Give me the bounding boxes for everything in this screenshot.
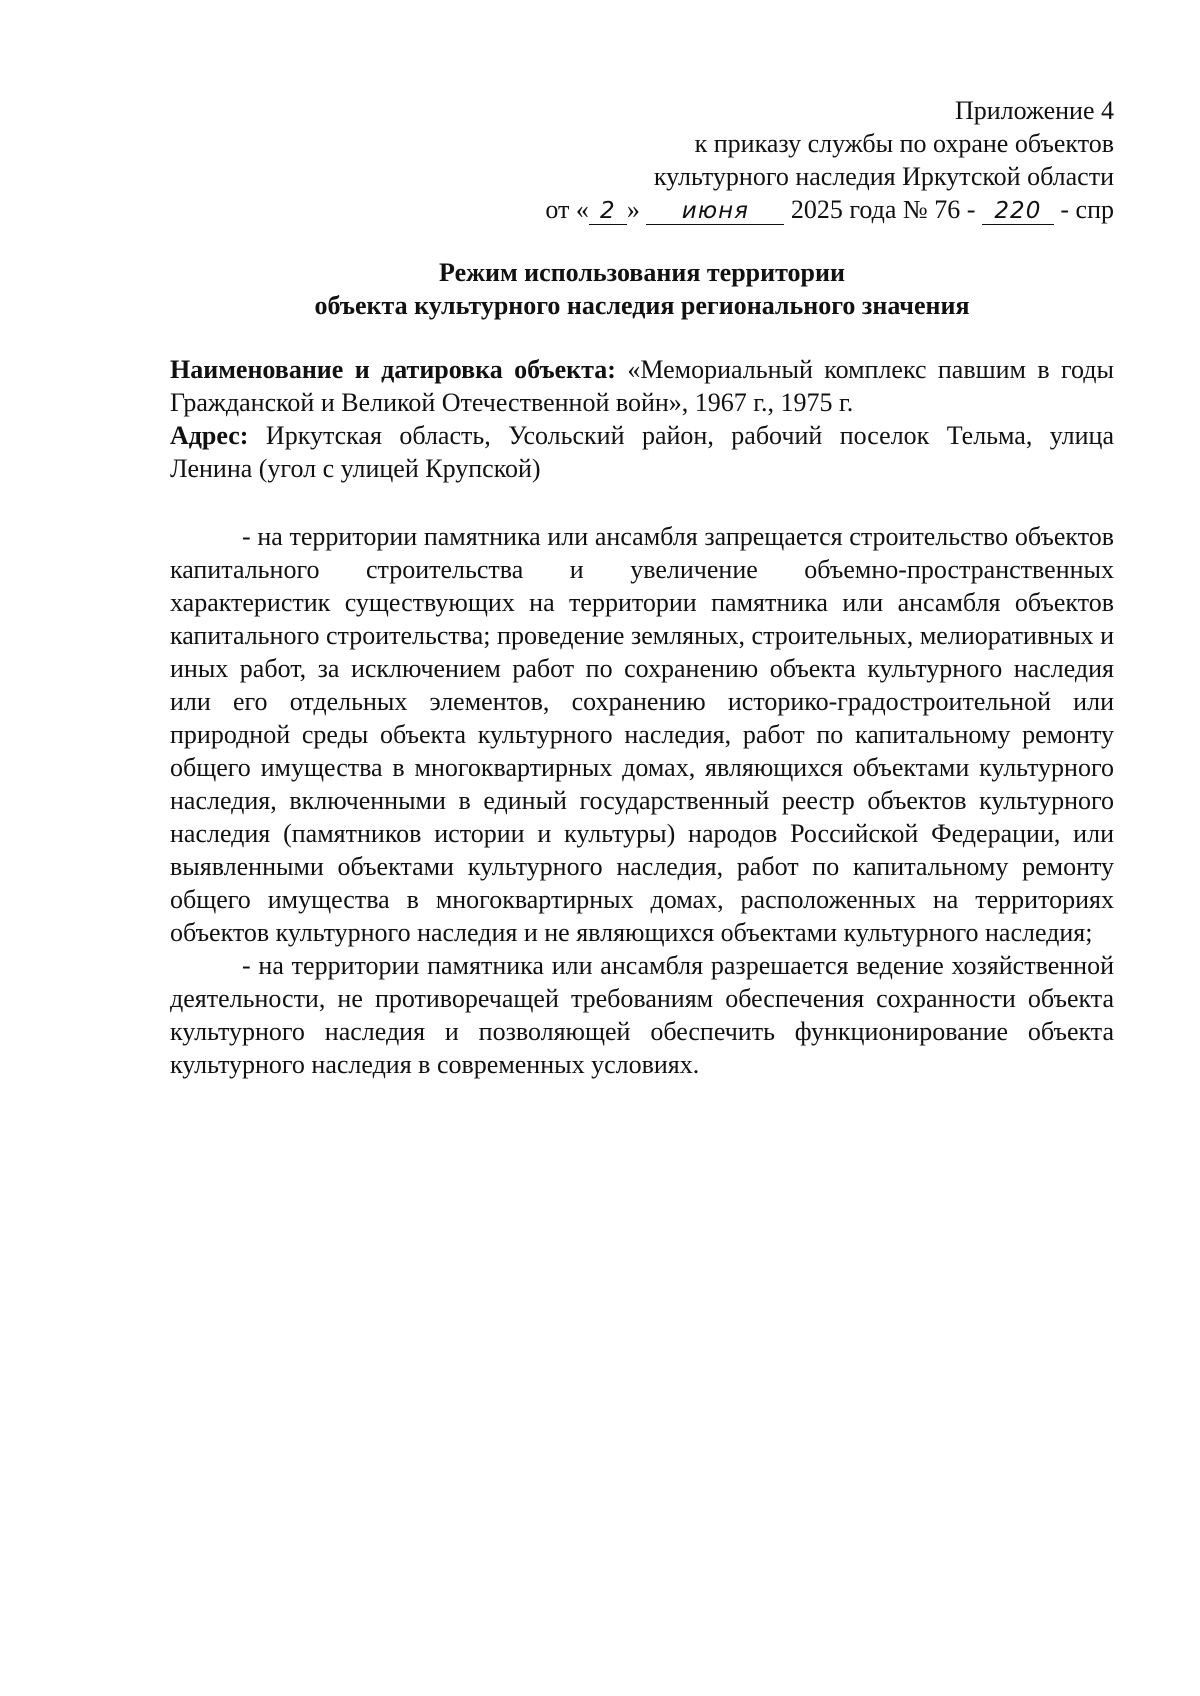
usage-regime-body bbox=[170, 520, 1114, 1081]
appendix-header bbox=[545, 94, 1114, 226]
object-name bbox=[170, 353, 1114, 419]
title-line-2: объекта культурного наследия регионального значения bbox=[314, 291, 970, 320]
date-prefix: от « bbox=[545, 195, 589, 224]
object-address-label: Адрес: bbox=[170, 421, 249, 450]
paragraph-prohibitions: - на территории памятника или ансамбля запрещается строительство объектов капитального строительства и увеличение объемно-пространственных характеристик существующих на территории памятника или ансамбля объектов капитального строительства; проведение земляных, строительных, мелиоративных и иных работ, за исключением работ по сохранению объекта культурного наследия или его отдельных элементов, сохранению историко-градостроительной или природной среды объекта культурного наследия, работ по капитальному ремонту общего имущества в многоквартирных домах, являющихся объектами культурного наследия, включенными в единый государственный реестр объектов культурного наследия (памятников истории и культуры) народов Российской Федерации, или выявленными объектами культурного наследия, работ по капитальному ремонту общего имущества в многоквартирных домах, расположенных на территориях объектов культурного наследия и не являющихся объектами культурного наследия; bbox=[170, 522, 1114, 947]
appendix-order-ref: к приказу службы по охране объектов bbox=[694, 129, 1114, 158]
date-year-text: 2025 года № 76 - bbox=[790, 195, 976, 224]
paragraph-permissions: - на территории памятника или ансамбля разрешается ведение хозяйственной деятельности, не противоречащей требованиям обеспечения сохранности объекта культурного наследия и позволяющей обеспечить функционирование объекта культурного наследия в современных условиях. bbox=[170, 951, 1114, 1079]
title-line-1: Режим использования территории bbox=[439, 258, 845, 287]
appendix-date-line bbox=[545, 193, 1114, 226]
appendix-authority: культурного наследия Иркутской области bbox=[653, 162, 1114, 191]
object-name-value: «Мемориальный комплекс павшим в годы Гражданской и Великой Отечественной войн», 1967 г., 1975 г. bbox=[170, 355, 1115, 417]
appendix-number: Приложение 4 bbox=[954, 96, 1114, 125]
order-suffix: - спр bbox=[1060, 195, 1114, 224]
object-name-label: Наименование и датировка объекта: bbox=[170, 355, 616, 384]
handwritten-order-number: 220 bbox=[982, 198, 1054, 225]
object-info bbox=[170, 353, 1114, 485]
date-mid: » bbox=[626, 195, 640, 224]
handwritten-day: 2 bbox=[589, 198, 627, 225]
object-address bbox=[170, 419, 1114, 485]
object-address-value: Иркутская область, Усольский район, рабочий поселок Тельма, улица Ленина (угол с улицей Крупской) bbox=[170, 421, 1115, 483]
document-title bbox=[170, 256, 1114, 322]
handwritten-month: июня bbox=[646, 198, 784, 225]
